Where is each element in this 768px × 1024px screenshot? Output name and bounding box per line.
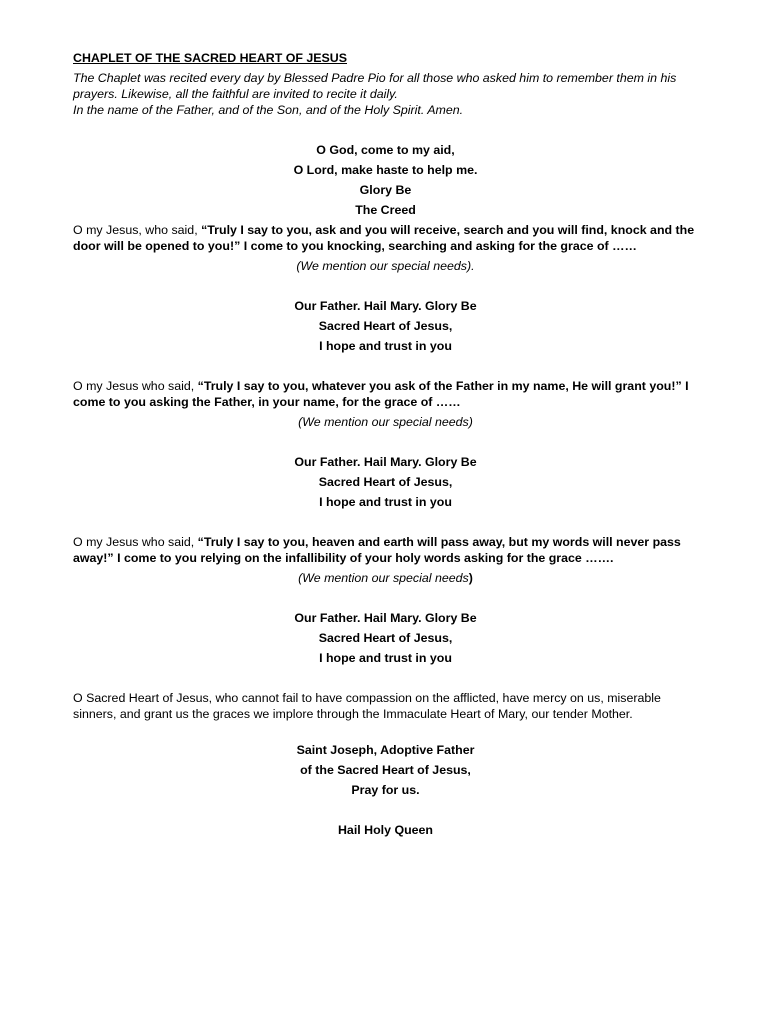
petition-1-tail: I come to you knocking, searching and asking for the grace of ……: [240, 239, 637, 253]
response-1-line-3: I hope and trust in you: [319, 339, 452, 353]
petition-1: [73, 222, 698, 254]
response-1-line-2: Sacred Heart of Jesus,: [318, 319, 453, 333]
sign-of-cross-text: In the name of the Father, and of the Son, and of the Holy Spirit. Amen.: [73, 103, 464, 117]
petition-2-note: (We mention our special needs): [298, 415, 473, 429]
opening-prayers: [73, 142, 698, 218]
response-3: [73, 610, 698, 666]
response-3-line-3: I hope and trust in you: [319, 651, 452, 665]
saint-joseph-prayer: [73, 742, 698, 798]
document-title: CHAPLET OF THE SACRED HEART OF JESUS: [73, 51, 347, 65]
petition-3-tail: I come to you relying on the infallibility of your holy words asking for the grace …….: [113, 551, 614, 565]
petition-2-quote: “Truly I say to you, whatever you ask of the Father in my name, He will grant you!”: [197, 379, 682, 393]
petition-3-note-text: (We mention our special needs: [298, 571, 469, 585]
response-3-line-1: Our Father. Hail Mary. Glory Be: [294, 611, 477, 625]
joseph-line-1: Saint Joseph, Adoptive Father: [296, 743, 475, 757]
response-3-line-2: Sacred Heart of Jesus,: [318, 631, 453, 645]
opening-line-2: O Lord, make haste to help me.: [293, 163, 478, 177]
intro-text: The Chaplet was recited every day by Blessed Padre Pio for all those who asked him to remember them in his prayers. Likewise, all the faithful are invited to recite it daily.: [73, 71, 677, 101]
petition-1-lead: O my Jesus, who said,: [73, 223, 202, 237]
petition-2: [73, 378, 698, 410]
response-2: [73, 454, 698, 510]
joseph-line-3: Pray for us.: [351, 783, 420, 797]
final-prayer: Hail Holy Queen: [337, 823, 434, 837]
petition-1-note: (We mention our special needs).: [296, 259, 475, 273]
petition-2-tail: I come to you asking the Father, in your name, for the grace of ……: [73, 379, 689, 409]
petition-3-quote: “Truly I say to you, heaven and earth will pass away, but my words will never pass away!”: [73, 535, 681, 565]
petition-1-quote: “Truly I say to you, ask and you will receive, search and you will find, knock and the door will be opened to you!”: [73, 223, 695, 253]
petition-3-lead: O my Jesus who said,: [73, 535, 198, 549]
petition-3-note: [73, 570, 698, 586]
petition-3-note-close: ): [468, 571, 473, 585]
petition-3: [73, 534, 698, 566]
opening-line-1: O God, come to my aid,: [316, 143, 455, 157]
opening-line-3: Glory Be: [359, 183, 412, 197]
opening-line-4: The Creed: [355, 203, 416, 217]
document-page: [73, 50, 698, 842]
joseph-line-2: of the Sacred Heart of Jesus,: [300, 763, 471, 777]
response-2-line-2: Sacred Heart of Jesus,: [318, 475, 453, 489]
closing-prayer: O Sacred Heart of Jesus, who cannot fail to have compassion on the afflicted, have mercy on us, miserable sinners, and grant us the graces we implore through the Immaculate Heart of Mary, our tender Mother.: [73, 691, 661, 721]
response-2-line-1: Our Father. Hail Mary. Glory Be: [294, 455, 477, 469]
petition-2-lead: O my Jesus who said,: [73, 379, 198, 393]
response-2-line-3: I hope and trust in you: [319, 495, 452, 509]
response-1: [73, 298, 698, 354]
response-1-line-1: Our Father. Hail Mary. Glory Be: [294, 299, 477, 313]
